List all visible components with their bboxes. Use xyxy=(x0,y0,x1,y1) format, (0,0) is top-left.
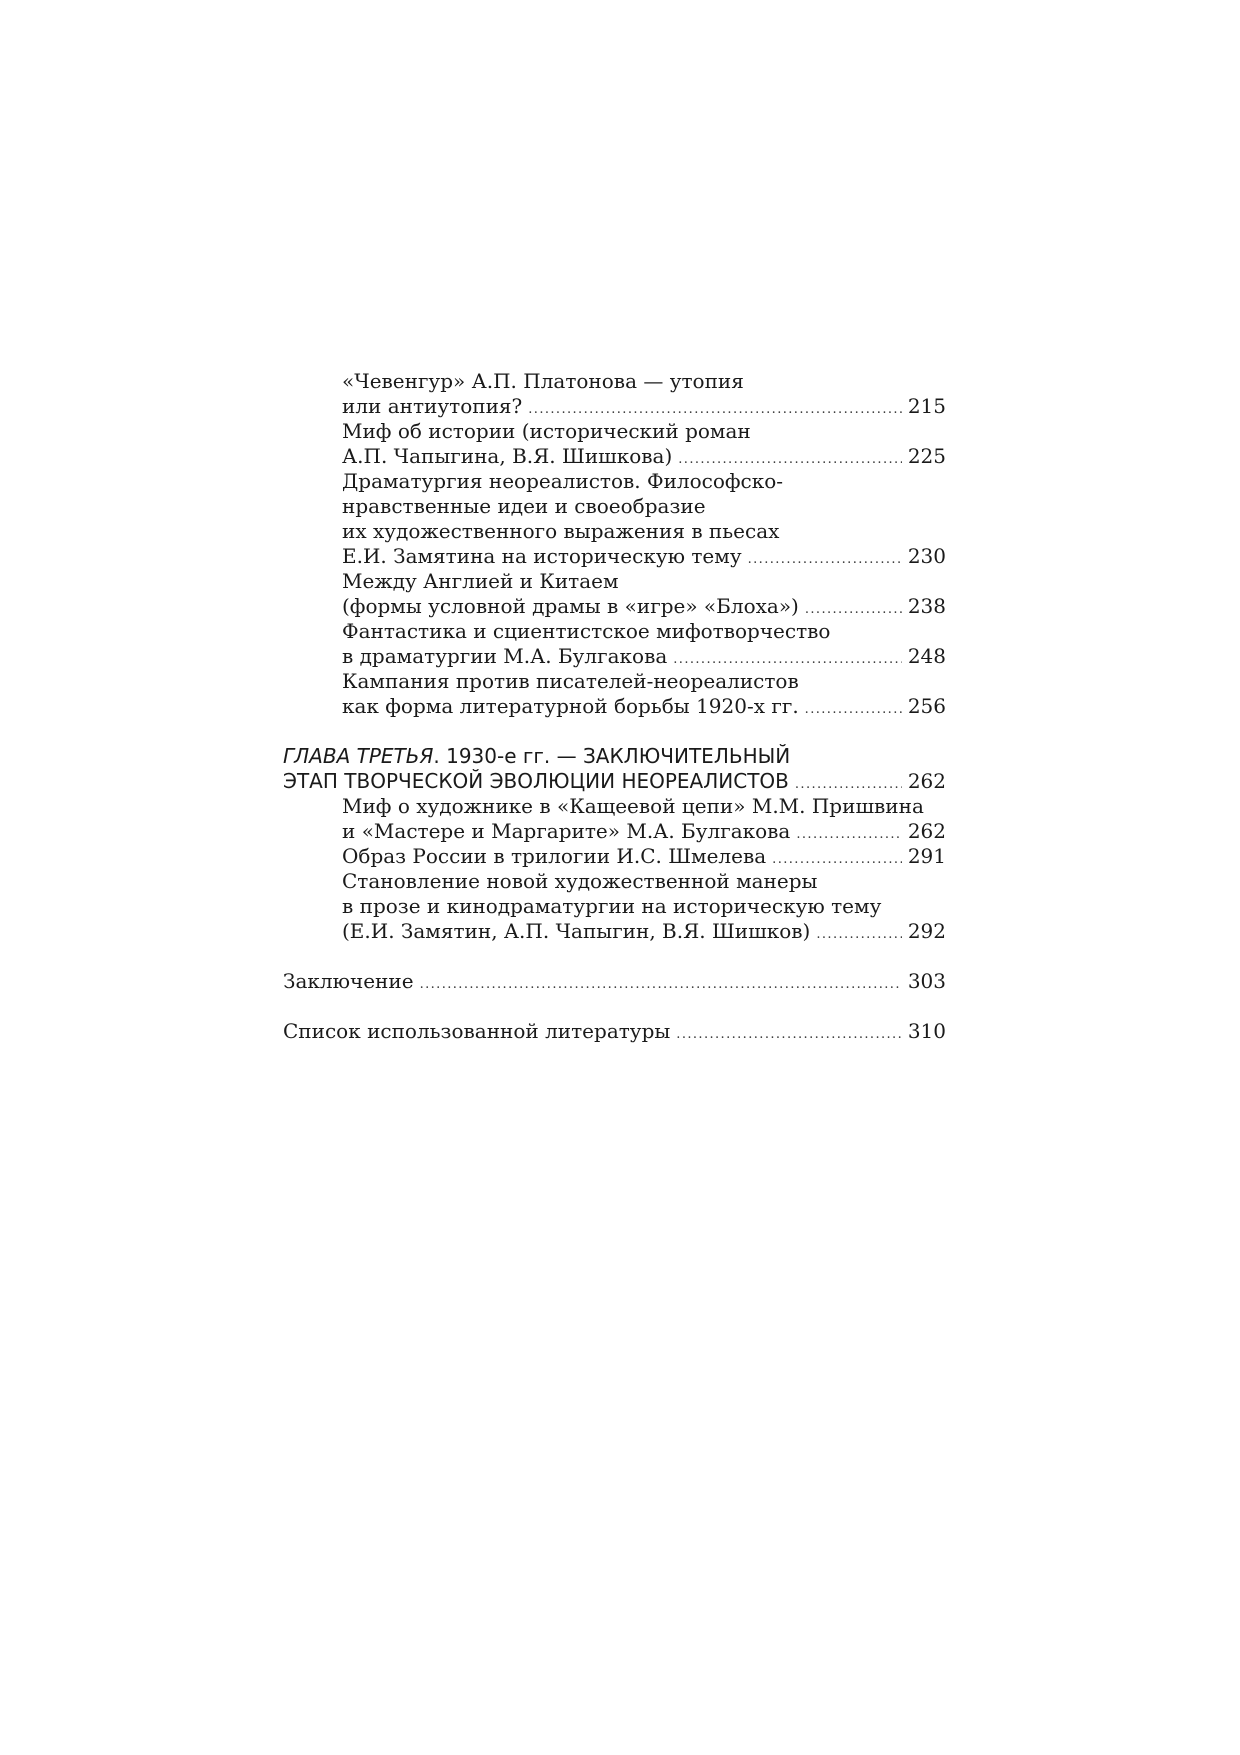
toc-entry-fantastic-line1 xyxy=(283,619,946,644)
toc-text: в прозе и кинодраматургии на историческую тему xyxy=(342,894,882,918)
dot-leader xyxy=(676,1022,902,1047)
toc-text: Драматургия неореалистов. Философско- xyxy=(342,469,784,493)
dot-leader xyxy=(805,697,902,722)
chapter-title: ЭТАП ТВОРЧЕСКОЙ ЭВОЛЮЦИИ НЕОРЕАЛИСТОВ xyxy=(283,769,789,793)
toc-text: или антиутопия? xyxy=(342,394,523,418)
toc-entry-new-manner-line2 xyxy=(283,894,946,919)
toc-text: Е.И. Замятина на историческую тему xyxy=(342,544,742,568)
toc-text: Фантастика и сциентистское мифотворчество xyxy=(342,619,831,643)
toc-text: Миф о художнике в «Кащеевой цепи» М.М. Пришвина xyxy=(342,794,924,818)
page-number: 291 xyxy=(907,844,946,868)
toc-entry-dramaturgy-line4 xyxy=(283,544,946,569)
page-number: 303 xyxy=(907,969,946,993)
toc-entry-new-manner-line1 xyxy=(283,869,946,894)
page-number: 262 xyxy=(907,819,946,843)
toc-entry-history-myth-line1 xyxy=(283,419,946,444)
toc-entry-dramaturgy-line1 xyxy=(283,469,946,494)
toc-entry-chevengur-line1 xyxy=(283,369,946,394)
toc-entry-conclusion xyxy=(283,969,946,994)
dot-leader xyxy=(816,922,901,947)
toc-text: Миф об истории (исторический роман xyxy=(342,419,751,443)
spacer xyxy=(283,719,946,744)
toc-text: Становление новой художественной манеры xyxy=(342,869,818,893)
toc-chapter-three-line1 xyxy=(283,744,946,769)
toc-entry-dramaturgy-line2 xyxy=(283,494,946,519)
toc-entry-england-china-line2 xyxy=(283,594,946,619)
toc-text: Между Англией и Китаем xyxy=(342,569,619,593)
chapter-title: . 1930-е гг. — ЗАКЛЮЧИТЕЛЬНЫЙ xyxy=(433,744,791,768)
table-of-contents xyxy=(283,369,946,1044)
toc-text: Список использованной литературы xyxy=(283,1019,671,1043)
toc-entry-artist-myth-line1 xyxy=(283,794,946,819)
toc-chapter-three-line2 xyxy=(283,769,946,794)
toc-text: Образ России в трилогии И.С. Шмелева xyxy=(342,844,767,868)
page-number: 238 xyxy=(907,594,946,618)
toc-text: Заключение xyxy=(283,969,414,993)
spacer xyxy=(283,994,946,1019)
toc-text: «Чевенгур» А.П. Платонова — утопия xyxy=(342,369,744,393)
toc-text: в драматургии М.А. Булгакова xyxy=(342,644,668,668)
toc-entry-fantastic-line2 xyxy=(283,644,946,669)
toc-entry-chevengur-line2 xyxy=(283,394,946,419)
toc-entry-artist-myth-line2 xyxy=(283,819,946,844)
page-number: 215 xyxy=(907,394,946,418)
page-number: 310 xyxy=(907,1019,946,1043)
toc-entry-new-manner-line3 xyxy=(283,919,946,944)
toc-entry-dramaturgy-line3 xyxy=(283,519,946,544)
toc-text: (Е.И. Замятин, А.П. Чапыгин, В.Я. Шишков) xyxy=(342,919,811,943)
toc-entry-england-china-line1 xyxy=(283,569,946,594)
toc-entry-russia-image xyxy=(283,844,946,869)
page-number: 256 xyxy=(907,694,946,718)
dot-leader xyxy=(420,972,902,997)
toc-entry-campaign-line1 xyxy=(283,669,946,694)
toc-entry-bibliography xyxy=(283,1019,946,1044)
toc-text: и «Мастере и Маргарите» М.А. Булгакова xyxy=(342,819,791,843)
page-number: 225 xyxy=(907,444,946,468)
page-number: 230 xyxy=(907,544,946,568)
toc-text: как форма литературной борьбы 1920-х гг. xyxy=(342,694,799,718)
chapter-label: ГЛАВА ТРЕТЬЯ xyxy=(283,744,434,768)
page-number: 292 xyxy=(907,919,946,943)
toc-text: А.П. Чапыгина, В.Я. Шишкова) xyxy=(342,444,673,468)
toc-text: Кампания против писателей-неореалистов xyxy=(342,669,799,693)
toc-text: нравственные идеи и своеобразие xyxy=(342,494,706,518)
toc-text: (формы условной драмы в «игре» «Блоха») xyxy=(342,594,799,618)
toc-entry-history-myth-line2 xyxy=(283,444,946,469)
toc-text: их художественного выражения в пьесах xyxy=(342,519,780,543)
page-number: 262 xyxy=(907,769,946,793)
spacer xyxy=(283,944,946,969)
page-number: 248 xyxy=(907,644,946,668)
toc-entry-campaign-line2 xyxy=(283,694,946,719)
